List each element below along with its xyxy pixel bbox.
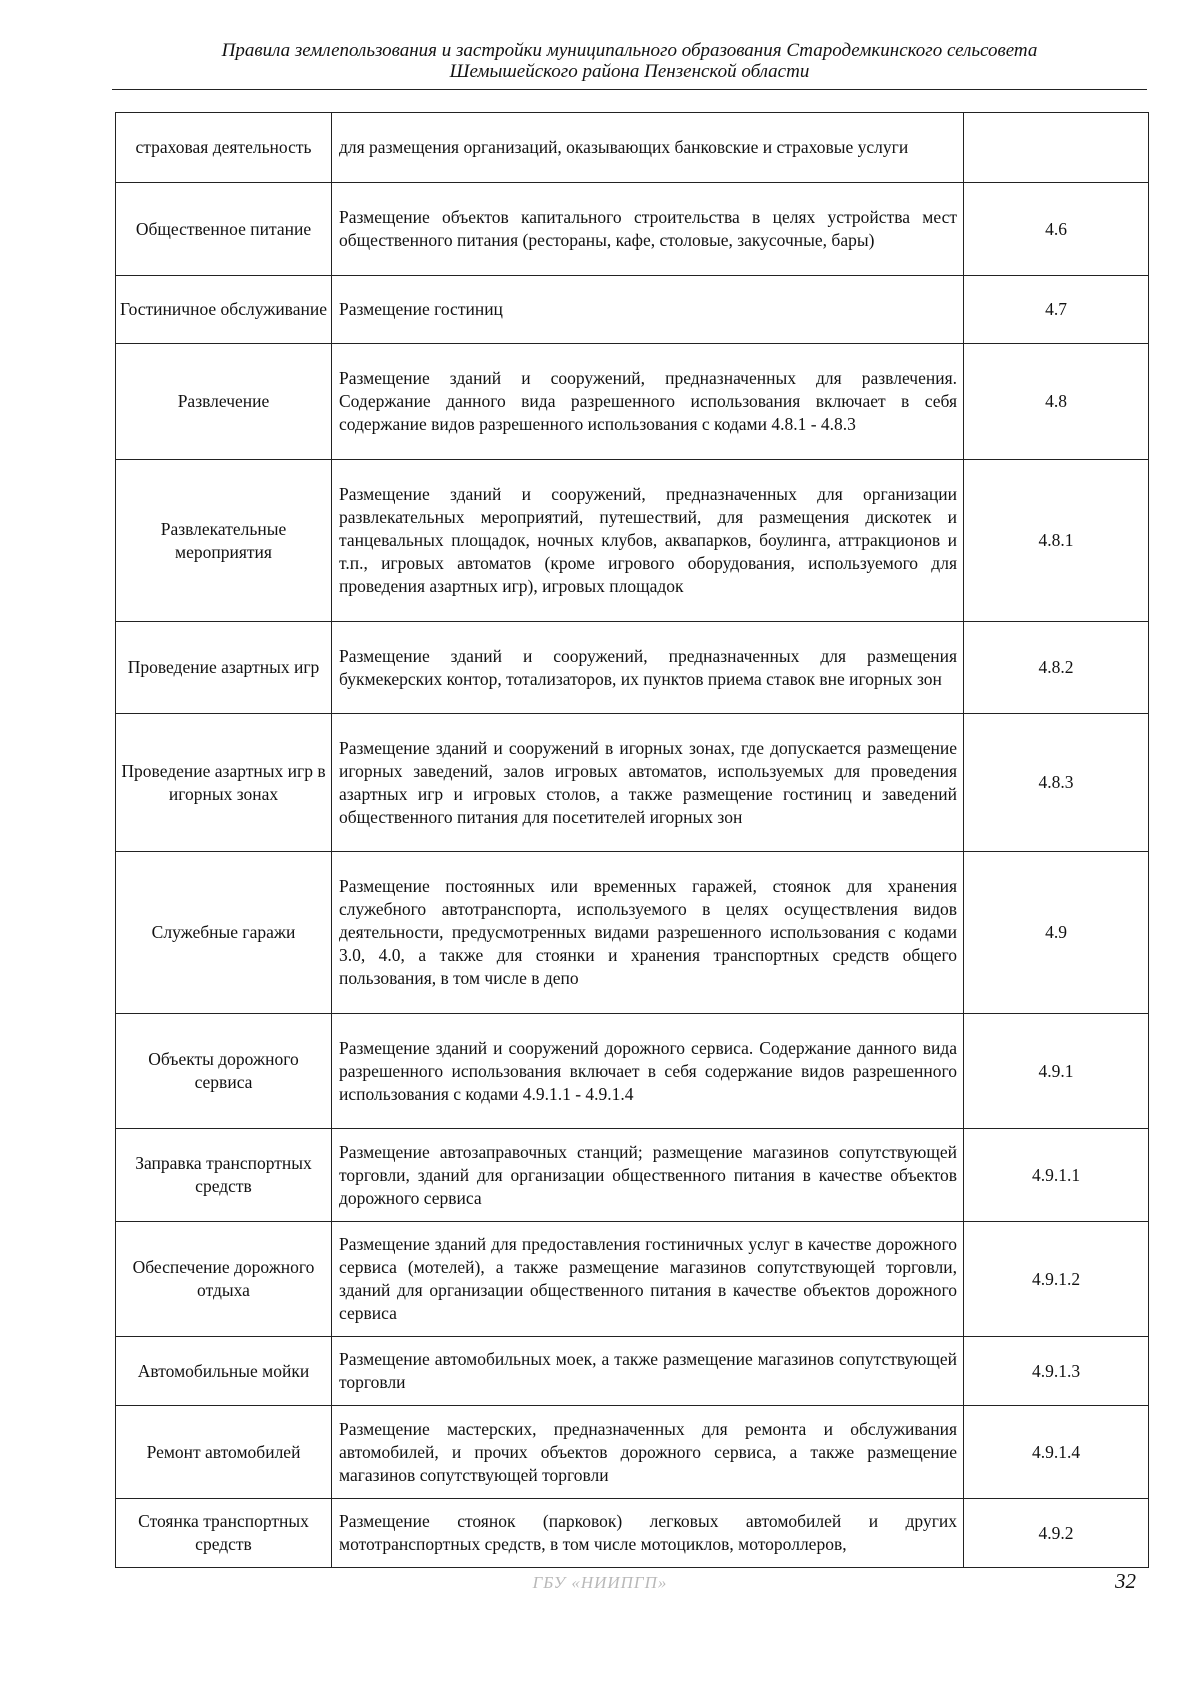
land-use-table [115,112,1149,1568]
table-row [116,1129,1149,1222]
footer-organization: ГБУ «НИИПГП» [532,1573,668,1592]
row-code: 4.9.1.3 [964,1337,1149,1406]
table-body [116,113,1149,1568]
row-description: Размещение автомобильных моек, а также размещение магазинов сопутствующей торговли [332,1337,964,1406]
table-row [116,344,1149,460]
row-code: 4.7 [964,276,1149,344]
table-row [116,622,1149,714]
row-code: 4.8.1 [964,460,1149,622]
table-row [116,852,1149,1014]
table-row [116,1222,1149,1337]
row-description: Размещение стоянок (парковок) легковых автомобилей и других мототранспортных средств, в том числе мотоциклов, мотороллеров, [332,1499,964,1568]
table-row [116,460,1149,622]
row-code: 4.9.2 [964,1499,1149,1568]
document-header [112,40,1147,82]
row-description: Размещение гостиниц [332,276,964,344]
row-name: страховая деятельность [116,113,332,183]
row-code: 4.9.1.2 [964,1222,1149,1337]
row-code: 4.6 [964,183,1149,276]
row-name: Развлекательные мероприятия [116,460,332,622]
table-row [116,183,1149,276]
row-code: 4.9.1.1 [964,1129,1149,1222]
table-row [116,714,1149,852]
row-name: Заправка транспортных средств [116,1129,332,1222]
row-code: 4.8 [964,344,1149,460]
row-description: Размещение зданий и сооружений, предназначенных для развлечения. Содержание данного вида разрешенного использования включает в себя содержание видов разрешенного использования с кодами 4.8.1 - 4.8.3 [332,344,964,460]
row-description: Размещение зданий и сооружений дорожного сервиса. Содержание данного вида разрешенного использования включает в себя содержание видов разрешенного использования с кодами 4.9.1.1 - 4.9.1.4 [332,1014,964,1129]
row-name: Стоянка транспортных средств [116,1499,332,1568]
row-name: Проведение азартных игр [116,622,332,714]
table-row [116,1499,1149,1568]
table-row [116,1014,1149,1129]
row-description: Размещение объектов капитального строительства в целях устройства мест общественного питания (рестораны, кафе, столовые, закусочные, бары) [332,183,964,276]
row-description: Размещение мастерских, предназначенных для ремонта и обслуживания автомобилей, и прочих объектов дорожного сервиса, а также размещение магазинов сопутствующей торговли [332,1406,964,1499]
row-code: 4.9.1 [964,1014,1149,1129]
row-code [964,113,1149,183]
row-name: Автомобильные мойки [116,1337,332,1406]
header-line-1: Правила землепользования и застройки муниципального образования Стародемкинского сельсовета [221,40,1038,61]
row-name: Служебные гаражи [116,852,332,1014]
table-row [116,1337,1149,1406]
row-name: Ремонт автомобилей [116,1406,332,1499]
row-description: Размещение автозаправочных станций; размещение магазинов сопутствующей торговли, зданий для организации общественного питания в качестве объектов дорожного сервиса [332,1129,964,1222]
row-name: Гостиничное обслуживание [116,276,332,344]
row-name: Развлечение [116,344,332,460]
row-description: Размещение зданий для предоставления гостиничных услуг в качестве дорожного сервиса (мотелей), а также размещение магазинов сопутствующей торговли, зданий для организации общественного питания в качестве объектов дорожного сервиса [332,1222,964,1337]
row-code: 4.8.3 [964,714,1149,852]
row-code: 4.8.2 [964,622,1149,714]
table-row [116,1406,1149,1499]
row-description: Размещение зданий и сооружений в игорных зонах, где допускается размещение игорных заведений, залов игровых автоматов, используемых для проведения азартных игр и игровых столов, а также размещение гостиниц и заведений общественного питания для посетителей игорных зон [332,714,964,852]
page-number: 32 [1115,1569,1136,1593]
row-name: Обеспечение дорожного отдыха [116,1222,332,1337]
header-line-2: Шемышейского района Пензенской области [449,61,810,82]
row-code: 4.9 [964,852,1149,1014]
row-description: для размещения организаций, оказывающих банковские и страховые услуги [332,113,964,183]
table-row [116,276,1149,344]
header-rule [112,89,1147,90]
table-row [116,113,1149,183]
row-name: Проведение азартных игр в игорных зонах [116,714,332,852]
row-name: Общественное питание [116,183,332,276]
row-description: Размещение зданий и сооружений, предназначенных для организации развлекательных мероприятий, путешествий, для размещения дискотек и танцевальных площадок, ночных клубов, аквапарков, боулинга, аттракционов и т.п., игровых автоматов (кроме игрового оборудования, используемого для проведения азартных игр), игровых площадок [332,460,964,622]
row-name: Объекты дорожного сервиса [116,1014,332,1129]
row-code: 4.9.1.4 [964,1406,1149,1499]
row-description: Размещение постоянных или временных гаражей, стоянок для хранения служебного автотранспорта, используемого в целях осуществления видов деятельности, предусмотренных видами разрешенного использования с кодами 3.0, 4.0, а также для стоянки и хранения транспортных средств общего пользования, в том числе в депо [332,852,964,1014]
row-description: Размещение зданий и сооружений, предназначенных для размещения букмекерских контор, тотализаторов, их пунктов приема ставок вне игорных зон [332,622,964,714]
